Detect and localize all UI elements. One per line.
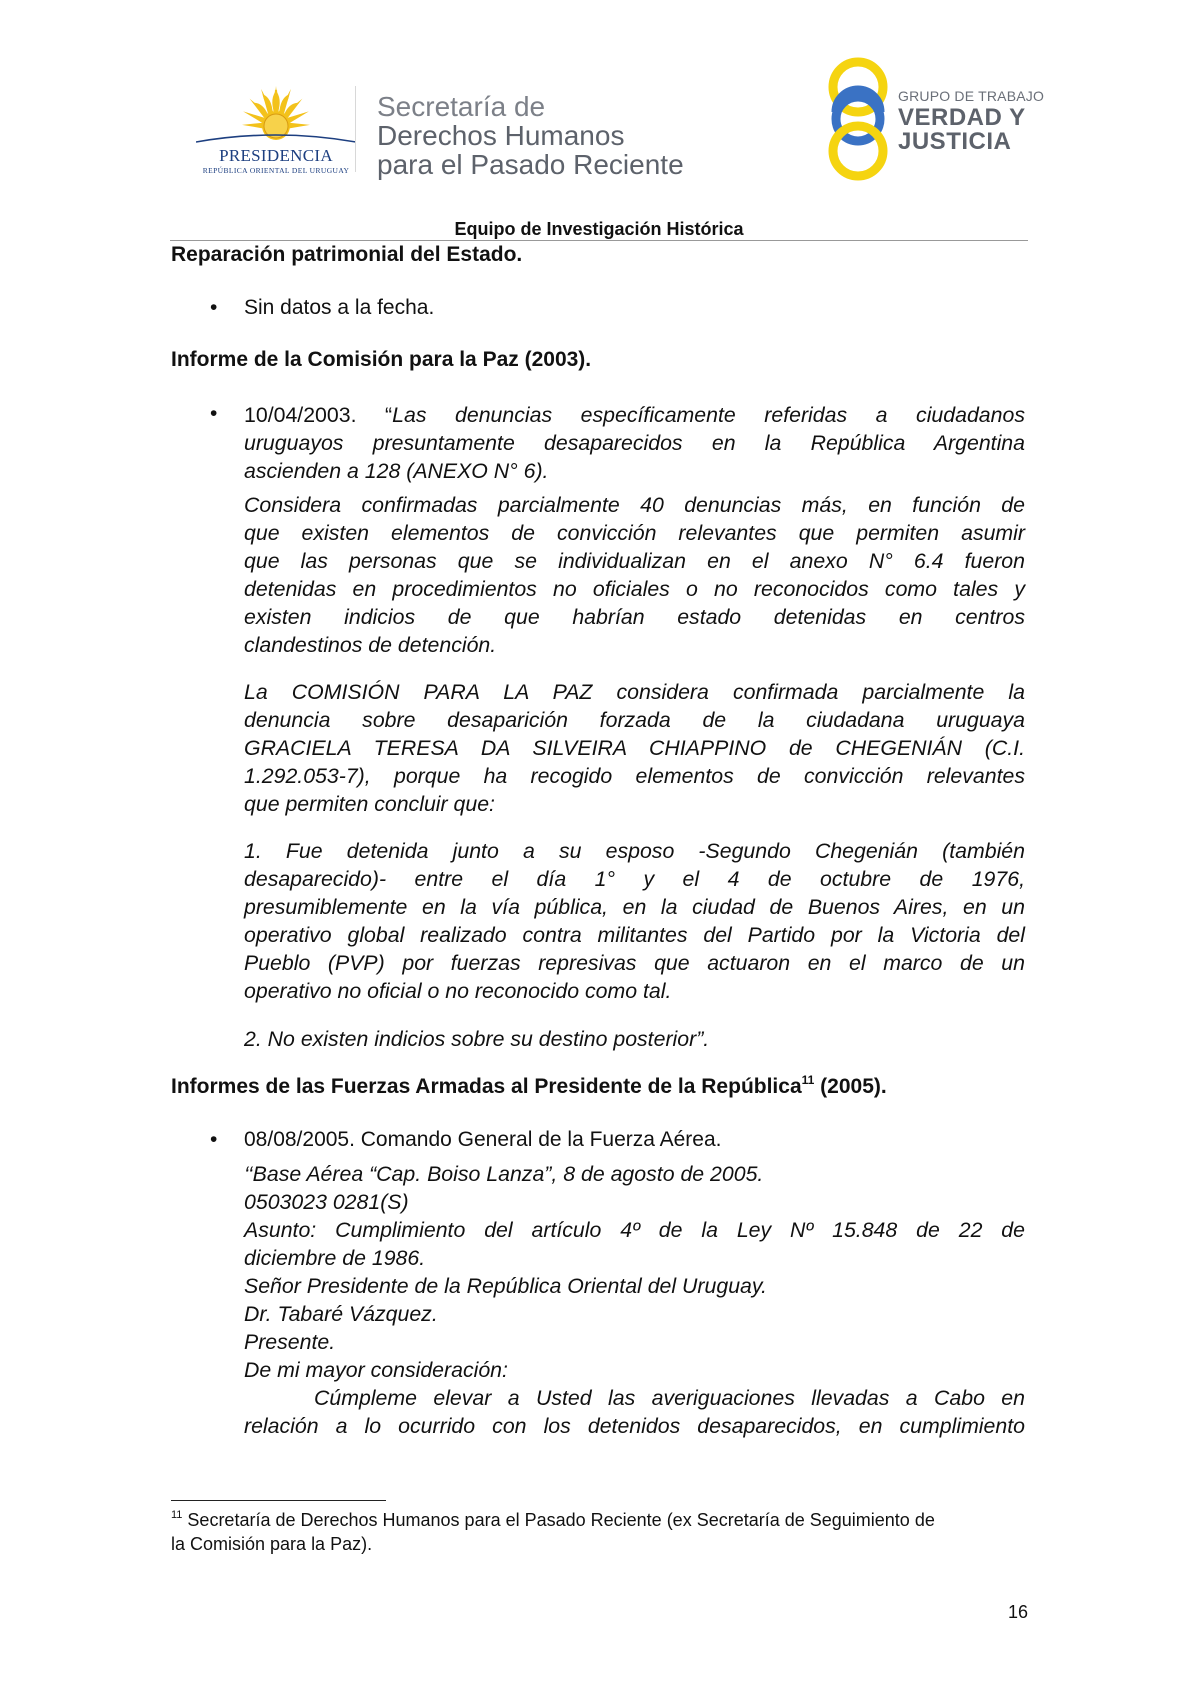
presidencia-name: PRESIDENCIA (219, 146, 333, 165)
quote-line: 1. Fue detenida junto a su esposo -Segundo Chegenián (también (244, 839, 1025, 863)
section-heading: Reparación patrimonial del Estado. (171, 243, 523, 266)
footnote-line: la Comisión para la Paz). (171, 1534, 373, 1554)
secretaria-line-1: Secretaría de (377, 91, 546, 122)
quote-line: GRACIELA TERESA DA SILVEIRA CHIAPPINO de CHEGENIÁN (C.I. (244, 736, 1025, 760)
quote-line: Pueblo (PVP) por fuerzas represivas que actuaron en el marco de un (244, 951, 1025, 975)
letter-line: De mi mayor consideración: (244, 1358, 508, 1382)
letter-line: diciembre de 1986. (244, 1246, 426, 1270)
letter-line: Cúmpleme elevar a Usted las averiguaciones llevadas a Cabo en (314, 1386, 1025, 1410)
quote-line: operativo no oficial o no reconocido como tal. (244, 979, 672, 1003)
quote-line: denuncia sobre desaparición forzada de la ciudadana uruguaya (244, 708, 1025, 732)
section-heading: Informe de la Comisión para la Paz (2003). (171, 348, 592, 371)
footnote (171, 1508, 1026, 1556)
running-header: Equipo de Investigación Histórica (454, 219, 744, 239)
quote-line: La COMISIÓN PARA LA PAZ considera confirmada parcialmente la (244, 680, 1025, 704)
secretaria-title (377, 92, 684, 179)
letter-line: relación a lo ocurrido con los detenidos desaparecidos, en cumplimiento (244, 1414, 1025, 1438)
letter-line: Dr. Tabaré Vázquez. (244, 1302, 438, 1326)
letter-line: Asunto: Cumplimiento del artículo 4º de la Ley Nº 15.848 de 22 de (244, 1218, 1025, 1242)
header-rule (170, 240, 1028, 241)
quote-line: presumiblemente en la vía pública, en la ciudad de Buenos Aires, en un (244, 895, 1025, 919)
letter-quote (244, 1160, 1025, 1440)
rings-icon (822, 56, 894, 182)
justicia-label: JUSTICIA (898, 128, 1012, 155)
quote-line: que permiten concluir que: (244, 792, 495, 816)
quote-line: uruguayos presuntamente desaparecidos en la República Argentina (244, 431, 1025, 455)
quote-line: Las denuncias específicamente referidas a ciudadanos (392, 403, 1025, 427)
grupo-trabajo-label: GRUPO DE TRABAJO (898, 88, 1045, 104)
footnote-ref: 11 (801, 1073, 815, 1087)
quote-line: detenidas en procedimientos no oficiales o no reconocidos como tales y (244, 577, 1025, 601)
bullet-icon: • (210, 296, 218, 319)
verdad-label: VERDAD Y (898, 104, 1026, 131)
quote-line: existen indicios de que habrían estado detenidas en centros (244, 605, 1025, 629)
letter-line: ‘‘Base Aérea “Cap. Boiso Lanza”, 8 de agosto de 2005. (244, 1162, 764, 1186)
page-number: 16 (1007, 1602, 1028, 1622)
bullet-icon: • (210, 402, 218, 425)
bullet-icon: • (210, 1128, 218, 1151)
heading-text: (2005). (814, 1075, 887, 1098)
letter-line: 0503023 0281(S) (244, 1190, 409, 1214)
quote-line: operativo global realizado contra militantes del Partido por la Victoria del (244, 923, 1025, 947)
letter-line: Presente. (244, 1330, 336, 1354)
footnote-line: Secretaría de Derechos Humanos para el Pasado Reciente (ex Secretaría de Seguimiento de (182, 1510, 935, 1530)
grupo-trabajo-logo (822, 56, 1045, 182)
header-divider (355, 86, 356, 172)
heading-text: Informes de las Fuerzas Armadas al Presidente de la República (171, 1075, 802, 1098)
sun-icon (196, 84, 356, 148)
quote-line: 2. No existen indicios sobre su destino posterior”. (244, 1027, 710, 1051)
date-text: 10/04/2003. “ (244, 403, 393, 427)
bullet-text: 08/08/2005. Comando General de la Fuerza Aérea. (244, 1128, 722, 1151)
quote-paragraph (244, 401, 1025, 485)
quote-line: desaparecido)- entre el día 1° y el 4 de octubre de 1976, (244, 867, 1025, 891)
quote-line: Considera confirmadas parcialmente 40 denuncias más, en función de (244, 493, 1025, 517)
presidencia-logo (196, 84, 356, 176)
quote-paragraph (244, 678, 1025, 818)
quote-line: que las personas que se individualizan en el anexo N° 6.4 fueron (244, 549, 1025, 573)
presidencia-subtitle: REPÚBLICA ORIENTAL DEL URUGUAY (202, 166, 350, 175)
quote-line: ascienden a 128 (ANEXO N° 6). (244, 459, 549, 483)
quote-paragraph (244, 491, 1025, 659)
quote-line: clandestinos de detención. (244, 633, 497, 657)
footnote-number: 11 (171, 1509, 183, 1521)
letter-line: Señor Presidente de la República Oriental del Uruguay. (244, 1274, 767, 1298)
quote-line: 1.292.053-7), porque ha recogido elementos de convicción relevantes (244, 764, 1025, 788)
section-heading (171, 1075, 887, 1099)
secretaria-line-3: para el Pasado Reciente (377, 149, 684, 180)
footnote-rule (171, 1500, 386, 1501)
quote-line: que existen elementos de convicción relevantes que permiten asumir (244, 521, 1025, 545)
bullet-text: Sin datos a la fecha. (244, 296, 435, 319)
quote-paragraph (244, 1025, 1025, 1053)
quote-paragraph (244, 837, 1025, 1005)
secretaria-line-2: Derechos Humanos (377, 120, 625, 151)
